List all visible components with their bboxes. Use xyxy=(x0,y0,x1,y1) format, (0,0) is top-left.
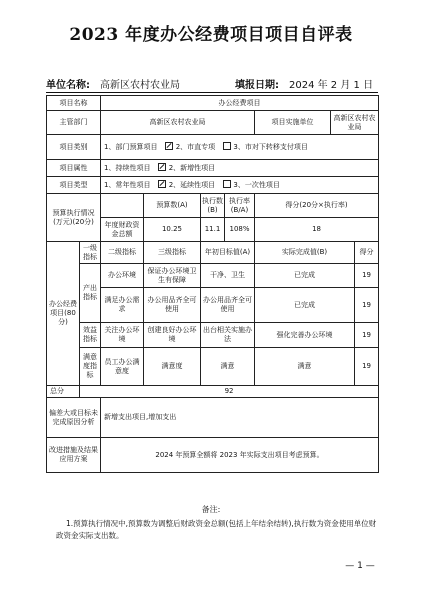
type-option: 2、延续性项目 xyxy=(168,181,216,190)
indicator-score: 19 xyxy=(355,288,379,323)
exec-rate-value: 108% xyxy=(225,218,255,242)
category-option: 3、市对下转移支付项目 xyxy=(233,143,308,152)
unit-name-field xyxy=(46,76,180,91)
indicator-actual: 已完成 xyxy=(255,288,355,323)
checkbox-checked-icon xyxy=(158,163,166,171)
executed-header: 执行数(B) xyxy=(201,194,225,218)
attribute-options xyxy=(101,160,379,177)
indicator-score: 19 xyxy=(355,323,379,348)
note-body: 1.预算执行情况中,预算数为调整后财政资金总额(包括上年结余结转),执行数为资金使用单位财政资金实际支出数。 xyxy=(56,519,377,540)
indicator-level3: 创建良好办公环境 xyxy=(144,323,201,348)
indicator-row xyxy=(47,323,379,348)
total-value: 92 xyxy=(80,386,379,398)
indicator-level3: 保证办公环境卫生有保障 xyxy=(144,264,201,288)
budget-amount-header: 预算数(A) xyxy=(144,194,201,218)
total-label: 总分 xyxy=(47,386,80,398)
page-number: — 1 — xyxy=(345,561,375,571)
attribute-option: 2、新增性项目 xyxy=(168,164,216,173)
deviation-row xyxy=(47,398,379,438)
indicator-level2: 满足办公需求 xyxy=(101,288,144,323)
type-option: 3、一次性项目 xyxy=(233,181,280,190)
category-option: 1、部门预算项目 xyxy=(104,143,158,152)
indicator-section-label: 办公经费项目(80分) xyxy=(47,242,80,386)
type-options xyxy=(101,177,379,194)
project-name-row xyxy=(47,96,379,111)
indicator-target: 办公用品齐全可使用 xyxy=(201,288,255,323)
attribute-row xyxy=(47,160,379,177)
indicator-level2: 关注办公环境 xyxy=(101,323,144,348)
level3-header: 三级指标 xyxy=(144,242,201,264)
type-label: 项目类型 xyxy=(47,177,101,194)
indicator-level1: 效益指标 xyxy=(80,323,101,348)
indicator-actual: 满意 xyxy=(255,348,355,386)
indicator-level2: 办公环境 xyxy=(101,264,144,288)
category-label: 项目类别 xyxy=(47,135,101,160)
category-option: 2、市直专项 xyxy=(175,143,216,152)
budget-section-label: 预算执行情况(万元)(20分) xyxy=(47,194,101,242)
impl-unit-value: 高新区农村农业局 xyxy=(331,111,379,135)
indicator-header-row xyxy=(47,242,379,264)
budget-score-value: 18 xyxy=(255,218,379,242)
indicator-row xyxy=(47,348,379,386)
improvement-row xyxy=(47,438,379,473)
budget-score-header: 得分(20分×执行率) xyxy=(255,194,379,218)
checkbox-icon xyxy=(223,142,231,150)
category-row xyxy=(47,135,379,160)
attribute-option: 1、持续性项目 xyxy=(104,164,151,173)
impl-unit-label: 项目实施单位 xyxy=(255,111,331,135)
indicator-actual: 强化完善办公环境 xyxy=(255,323,355,348)
indicator-score: 19 xyxy=(355,348,379,386)
level1-header: 一级指标 xyxy=(80,242,101,264)
type-row xyxy=(47,177,379,194)
indicator-target: 出台相关实施办法 xyxy=(201,323,255,348)
level2-header: 二级指标 xyxy=(101,242,144,264)
indicator-target: 满意 xyxy=(201,348,255,386)
indicator-level3: 满意度 xyxy=(144,348,201,386)
evaluation-table xyxy=(46,95,379,473)
indicator-score: 19 xyxy=(355,264,379,288)
indicator-target: 干净、卫生 xyxy=(201,264,255,288)
unit-name-value: 高新区农村农业局 xyxy=(100,80,180,91)
indicator-level1: 产出指标 xyxy=(80,264,101,323)
exec-rate-header: 执行率(B/A) xyxy=(225,194,255,218)
indicator-level3: 办公用品齐全可使用 xyxy=(144,288,201,323)
indicator-level1: 满意度指标 xyxy=(80,348,101,386)
department-label: 主管部门 xyxy=(47,111,101,135)
header-rule xyxy=(46,92,378,93)
budget-amount-value: 10.25 xyxy=(144,218,201,242)
unit-name-label: 单位名称: xyxy=(46,80,90,91)
checkbox-icon xyxy=(223,180,231,188)
note-title: 备注: xyxy=(201,505,221,514)
improvement-value: 2024 年预算全额将 2023 年实际支出项目考虑预算。 xyxy=(101,438,379,473)
indicator-actual: 已完成 xyxy=(255,264,355,288)
fill-date-label: 填报日期: xyxy=(235,80,279,91)
project-name-value: 办公经费项目 xyxy=(101,96,379,111)
page-title: 2023 年度办公经费项目项目自评表 xyxy=(69,25,353,45)
department-value: 高新区农村农业局 xyxy=(101,111,255,135)
deviation-label: 偏差大或目标未完成原因分析 xyxy=(47,398,101,438)
indicator-level2: 员工办公满意度 xyxy=(101,348,144,386)
indicator-row xyxy=(47,264,379,288)
target-header: 年初目标值(A) xyxy=(201,242,255,264)
budget-header-row xyxy=(47,194,379,218)
fill-date-field xyxy=(235,76,373,91)
total-row xyxy=(47,386,379,398)
deviation-value: 新增支出项目,增加支出 xyxy=(101,398,379,438)
type-option: 1、常年性项目 xyxy=(104,181,151,190)
indicator-score-header: 得分 xyxy=(355,242,379,264)
project-name-label: 项目名称 xyxy=(47,96,101,111)
actual-header: 实际完成值(B) xyxy=(255,242,355,264)
improvement-label: 改进措施及结果应用方案 xyxy=(47,438,101,473)
budget-blank-cell xyxy=(101,194,144,218)
attribute-label: 项目属性 xyxy=(47,160,101,177)
fill-date-value: 2024 年 2 月 1 日 xyxy=(289,80,374,91)
checkbox-checked-icon xyxy=(158,180,166,188)
category-options xyxy=(101,135,379,160)
executed-value: 11.1 xyxy=(201,218,225,242)
department-row xyxy=(47,111,379,135)
annual-fund-label: 年度财政资金总额 xyxy=(101,218,144,242)
checkbox-checked-icon xyxy=(165,142,173,150)
